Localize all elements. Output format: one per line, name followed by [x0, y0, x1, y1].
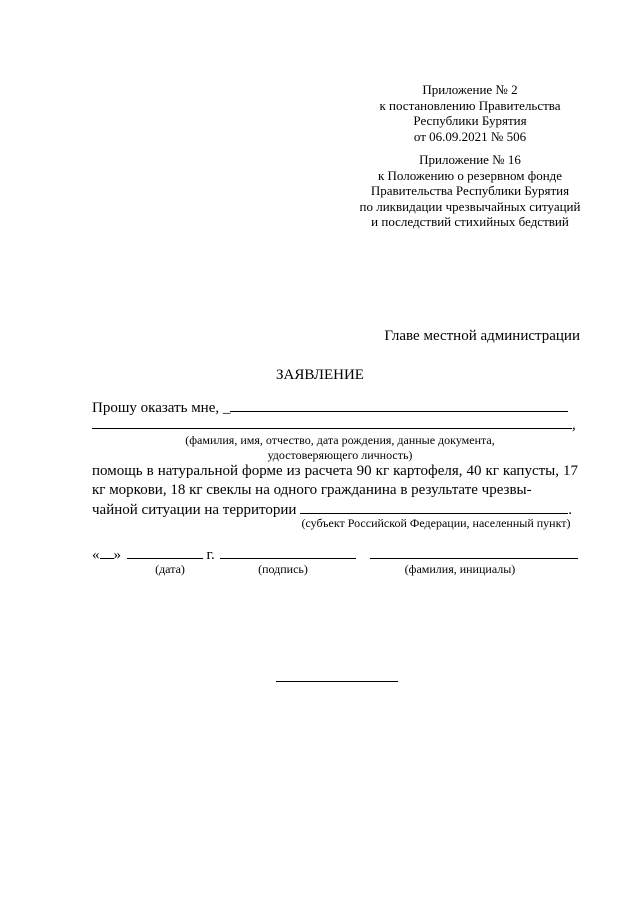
- date-close-quote: »: [113, 547, 121, 563]
- name-caption-line2: удостоверяющего личность): [267, 448, 413, 462]
- territory-field[interactable]: [300, 500, 568, 514]
- disaster-line: и последствий стихийных бедствий: [371, 214, 569, 229]
- addressee: Главе местной администрации: [384, 328, 580, 344]
- name-field[interactable]: [230, 398, 568, 412]
- signature-caption: (подпись): [258, 562, 308, 576]
- government-line: Правительства Республики Бурятия: [370, 183, 570, 198]
- territory-label: чайной ситуации на территории: [92, 502, 297, 518]
- request-prefix: Прошу оказать мне, _: [92, 400, 231, 416]
- date-open-quote: «: [92, 547, 100, 563]
- name-caption-line1: (фамилия, имя, отчество, дата рождения, данные документа,: [185, 433, 495, 447]
- appendix-16-block: [300, 152, 640, 230]
- day-field[interactable]: [100, 545, 114, 559]
- appendix-2-block: [300, 82, 640, 144]
- signature-field[interactable]: [220, 545, 356, 559]
- closing-separator-line: [276, 681, 398, 682]
- fullname-field[interactable]: [370, 545, 578, 559]
- decree-date-line: от 06.09.2021 № 506: [413, 128, 527, 144]
- decree-line: к постановлению Правительства: [379, 97, 561, 113]
- date-caption: (дата): [155, 562, 185, 576]
- period: .: [568, 502, 572, 518]
- emergency-line: по ликвидации чрезвычайных ситуаций: [359, 198, 581, 214]
- regulation-line: к Положению о резервном фонде: [377, 167, 563, 183]
- fullname-caption: (фамилия, инициалы): [404, 562, 516, 576]
- name-continuation-line: [92, 415, 576, 434]
- appendix-16-line: Приложение № 16: [419, 152, 521, 167]
- republic-line: Республики Бурятия: [413, 113, 527, 128]
- name-caption: [150, 433, 530, 463]
- year-suffix: г.: [206, 547, 215, 563]
- appendix-2-line: Приложение № 2: [422, 82, 518, 97]
- territory-caption: (субъект Российской Федерации, населенный пункт): [301, 516, 571, 530]
- request-body: помощь в натуральной форме из расчета 90 кг картофеля, 40 кг капусты, 17 кг моркови, 18 кг свеклы на одного гражданина в результате чрезвы-: [92, 463, 578, 498]
- document-title: ЗАЯВЛЕНИЕ: [276, 367, 364, 383]
- comma: ,: [572, 417, 576, 433]
- name-field-continuation[interactable]: [92, 415, 572, 429]
- month-field[interactable]: [127, 545, 203, 559]
